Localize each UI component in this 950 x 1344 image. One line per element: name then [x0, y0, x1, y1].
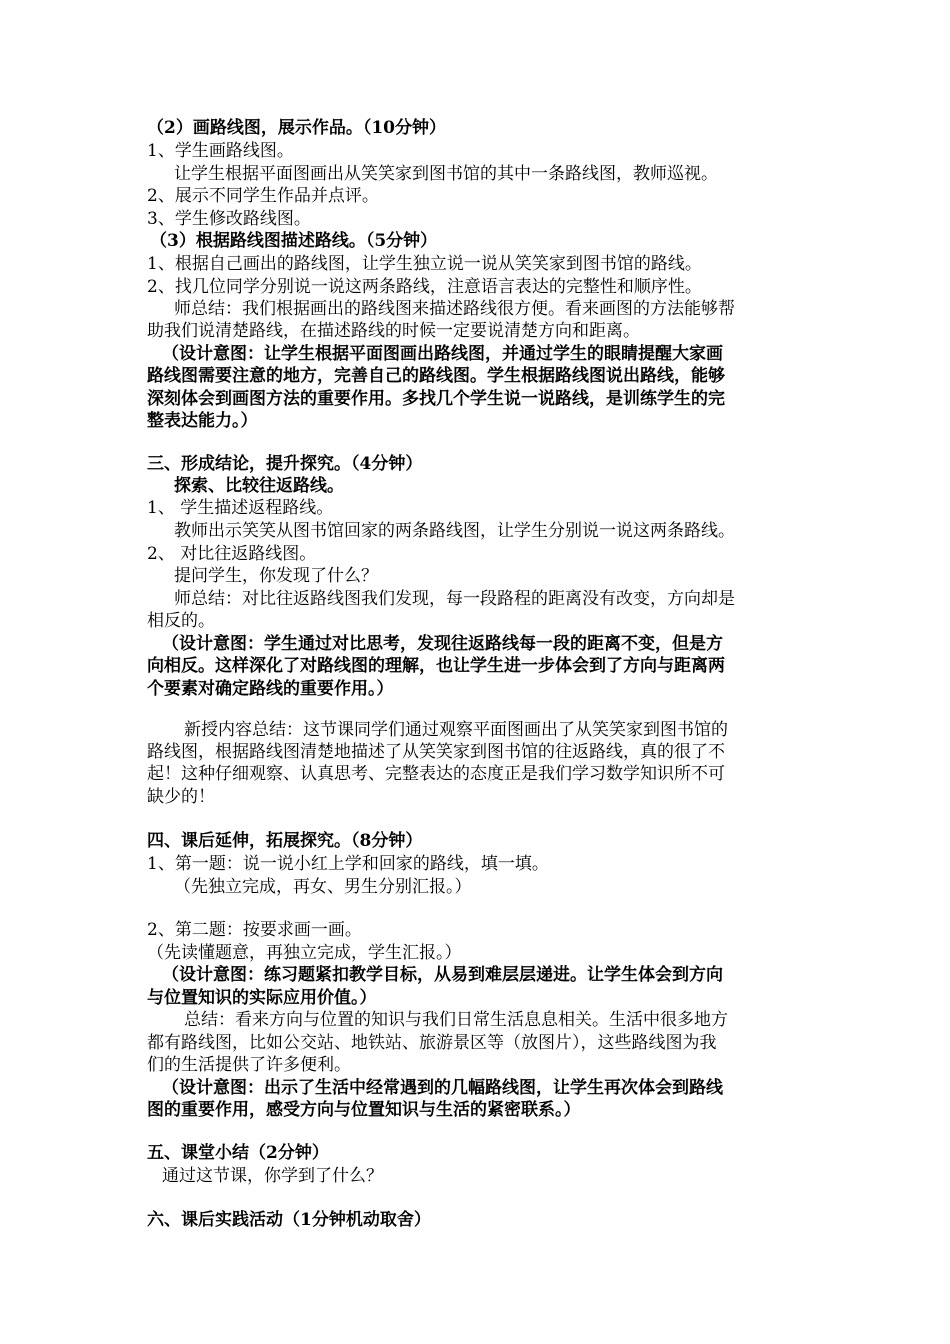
text-line: 相反的。	[147, 611, 215, 631]
text-line: 2、第二题：按要求画一画。	[147, 920, 362, 940]
bold-text-line: （设计意图：练习题紧扣教学目标，从易到难层层递进。让学生体会到方向	[162, 965, 723, 985]
text-line: 们的生活提供了许多便利。	[147, 1055, 351, 1075]
bold-text-line: 图的重要作用，感受方向与位置知识与生活的紧密联系。）	[147, 1100, 581, 1120]
bold-text-line: 五、课堂小结（2分钟）	[147, 1143, 329, 1163]
text-line: 1、学生画路线图。	[147, 141, 294, 161]
bold-text-line: 与位置知识的实际应用价值。）	[147, 988, 377, 1008]
bold-text-line: 四、课后延伸，拓展探究。（8分钟）	[147, 831, 423, 851]
text-line: 总结：看来方向与位置的知识与我们日常生活息息相关。生活中很多地方	[184, 1010, 728, 1030]
text-line: （先独立完成，再女、男生分别汇报。）	[174, 877, 472, 897]
bold-text-line: 向相反。这样深化了对路线图的理解，也让学生进一步体会到了方向与距离两	[147, 656, 725, 676]
text-line: 新授内容总结：这节课同学们通过观察平面图画出了从笑笑家到图书馆的	[184, 720, 728, 740]
text-line: 2、找几位同学分别说一说这两条路线，注意语言表达的完整性和顺序性。	[147, 277, 702, 297]
bold-text-line: （设计意图：学生通过对比思考，发现往返路线每一段的距离不变，但是方	[162, 634, 723, 654]
bold-text-line: 整表达能力。）	[147, 411, 258, 431]
bold-text-line: 个要素对确定路线的重要作用。）	[147, 679, 394, 699]
text-line: 1、根据自己画出的路线图，让学生独立说一说从笑笑家到图书馆的路线。	[147, 254, 702, 274]
bold-text-line: （设计意图：让学生根据平面图画出路线图，并通过学生的眼睛提醒大家画	[162, 344, 723, 364]
bold-text-line: 路线图需要注意的地方，完善自己的路线图。学生根据路线图说出路线，能够	[147, 366, 725, 386]
text-line: 2、 对比往返路线图。	[147, 544, 317, 564]
text-line: 3、学生修改路线图。	[147, 209, 311, 229]
text-line: 1、 学生描述返程路线。	[147, 498, 334, 518]
bold-text-line: 六、课后实践活动（1分钟机动取舍）	[147, 1210, 431, 1230]
text-line: 助我们说清楚路线，在描述路线的时候一定要说清楚方向和距离。	[147, 321, 640, 341]
bold-text-line: （设计意图：出示了生活中经常遇到的几幅路线图，让学生再次体会到路线	[162, 1078, 723, 1098]
text-line: 教师出示笑笑从图书馆回家的两条路线图，让学生分别说一说这两条路线。	[174, 521, 735, 541]
text-line: 起！这种仔细观察、认真思考、完整表达的态度正是我们学习数学知识所不可	[147, 764, 725, 784]
bold-text-line: （3）根据路线图描述路线。（5分钟）	[150, 231, 438, 251]
text-line: 路线图，根据路线图清楚地描述了从笑笑家到图书馆的往返路线，真的很了不	[147, 742, 725, 762]
text-line: 2、展示不同学生作品并点评。	[147, 186, 379, 206]
text-line: 都有路线图，比如公交站、地铁站、旅游景区等（放图片），这些路线图为我	[147, 1033, 717, 1053]
text-line: 缺少的！	[147, 787, 215, 807]
bold-text-line: 深刻体会到画图方法的重要作用。多找几个学生说一说路线，是训练学生的完	[147, 389, 725, 409]
text-line: 1、第一题：说一说小红上学和回家的路线，填一填。	[147, 854, 549, 874]
bold-text-line: 探索、比较往返路线。	[174, 476, 344, 496]
bold-text-line: 三、形成结论，提升探究。（4分钟）	[147, 454, 423, 474]
text-line: 通过这节课，你学到了什么？	[162, 1166, 383, 1186]
text-line: 让学生根据平面图画出从笑笑家到图书馆的其中一条路线图，教师巡视。	[174, 164, 718, 184]
text-line: （先读懂题意，再独立完成，学生汇报。）	[147, 943, 462, 963]
text-line: 师总结：我们根据画出的路线图来描述路线很方便。看来画图的方法能够帮	[174, 299, 735, 319]
text-line: 师总结：对比往返路线图我们发现，每一段路程的距离没有改变，方向却是	[174, 589, 735, 609]
bold-text-line: （2）画路线图，展示作品。（10分钟）	[147, 118, 446, 138]
text-line: 提问学生，你发现了什么？	[174, 566, 378, 586]
